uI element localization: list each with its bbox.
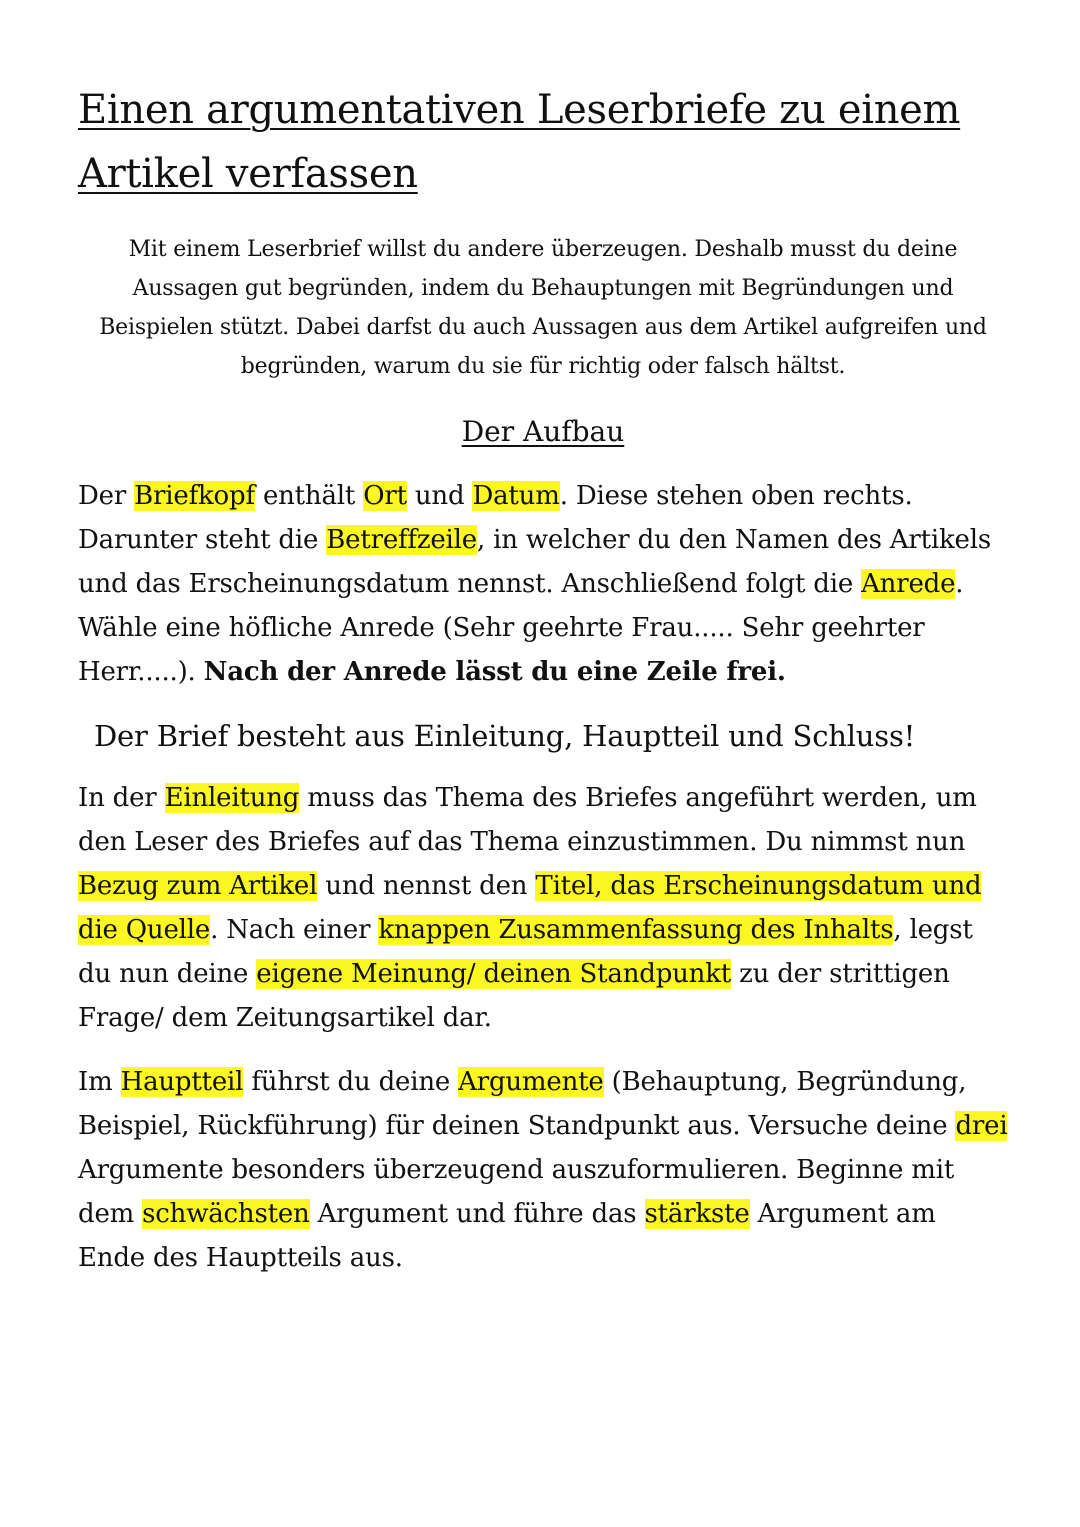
document-title: Einen argumentativen Leserbriefe zu einem Artikel verfassen bbox=[78, 87, 961, 197]
text-segment: Argumente besonders überzeugend auszuformulieren. Beginne mit dem bbox=[78, 1155, 955, 1229]
text-segment: Argument am Ende des Hauptteils aus. bbox=[78, 1199, 936, 1273]
paragraph-main-part bbox=[78, 1060, 1008, 1280]
document-page bbox=[78, 78, 1008, 1280]
highlighted-term: eigene Meinung/ deinen Standpunkt bbox=[256, 959, 732, 989]
text-segment: . Nach einer bbox=[210, 915, 379, 945]
highlighted-term: Argumente bbox=[458, 1067, 604, 1097]
text-segment: (Behauptung, Begründung, Beispiel, Rückführung) für deinen Standpunkt aus. Versuche deine bbox=[78, 1067, 967, 1141]
text-segment: führst du deine bbox=[243, 1067, 459, 1097]
highlighted-term: schwächsten bbox=[142, 1199, 310, 1229]
text-segment: zu der strittigen Frage/ dem Zeitungsartikel dar. bbox=[78, 959, 950, 1033]
section-heading: Der Aufbau bbox=[461, 415, 625, 448]
text-segment: , in welcher du den Namen des Artikels und das Erscheinungsdatum nennst. Anschließend folgt die bbox=[78, 525, 991, 599]
paragraph-letter-head bbox=[78, 474, 1008, 694]
highlighted-term: Datum bbox=[472, 481, 560, 511]
text-segment: . Diese stehen oben rechts. Darunter steht die bbox=[78, 481, 913, 555]
text-segment: und bbox=[406, 481, 473, 511]
text-segment: Argument und führe das bbox=[309, 1199, 645, 1229]
text-segment: enthält bbox=[254, 481, 364, 511]
text-segment: Im bbox=[78, 1067, 121, 1097]
bold-text: Nach der Anrede lässt du eine Zeile frei. bbox=[203, 657, 786, 687]
text-segment: Der bbox=[78, 481, 135, 511]
highlighted-term: Bezug zum Artikel bbox=[78, 871, 318, 901]
highlighted-term: Hauptteil bbox=[120, 1067, 244, 1097]
highlighted-term: stärkste bbox=[644, 1199, 750, 1229]
text-segment: In der bbox=[78, 783, 165, 813]
highlighted-term: drei bbox=[955, 1111, 1008, 1141]
highlighted-term: Ort bbox=[363, 481, 407, 511]
highlighted-term: Titel, das Erscheinungsdatum und die Quelle bbox=[78, 871, 982, 945]
highlighted-term: Anrede bbox=[861, 569, 956, 599]
paragraph-introduction bbox=[78, 776, 1008, 1040]
text-segment: . Wähle eine höfliche Anrede (Sehr geehrte Frau..... Sehr geehrter Herr.....). bbox=[78, 569, 964, 687]
highlighted-term: Betreffzeile bbox=[326, 525, 477, 555]
intro-paragraph: Mit einem Leserbrief willst du andere überzeugen. Deshalb musst du deine Aussagen gut begründen, indem du Behauptungen mit Begründungen und Beispielen stützt. Dabei darfst du auch Aussagen aus dem Artikel aufgreifen und begründen, warum du sie für richtig oder falsch hältst. bbox=[99, 237, 987, 379]
highlighted-term: Einleitung bbox=[164, 783, 300, 813]
highlighted-term: Briefkopf bbox=[134, 481, 255, 511]
structure-line: Der Brief besteht aus Einleitung, Hauptteil und Schluss! bbox=[94, 719, 916, 753]
text-segment: , legst du nun deine bbox=[78, 915, 973, 989]
text-segment: und nennst den bbox=[317, 871, 536, 901]
highlighted-term: knappen Zusammenfassung des Inhalts bbox=[378, 915, 894, 945]
text-segment: muss das Thema des Briefes angeführt werden, um den Leser des Briefes auf das Thema einzustimmen. Du nimmst nun bbox=[78, 783, 977, 857]
